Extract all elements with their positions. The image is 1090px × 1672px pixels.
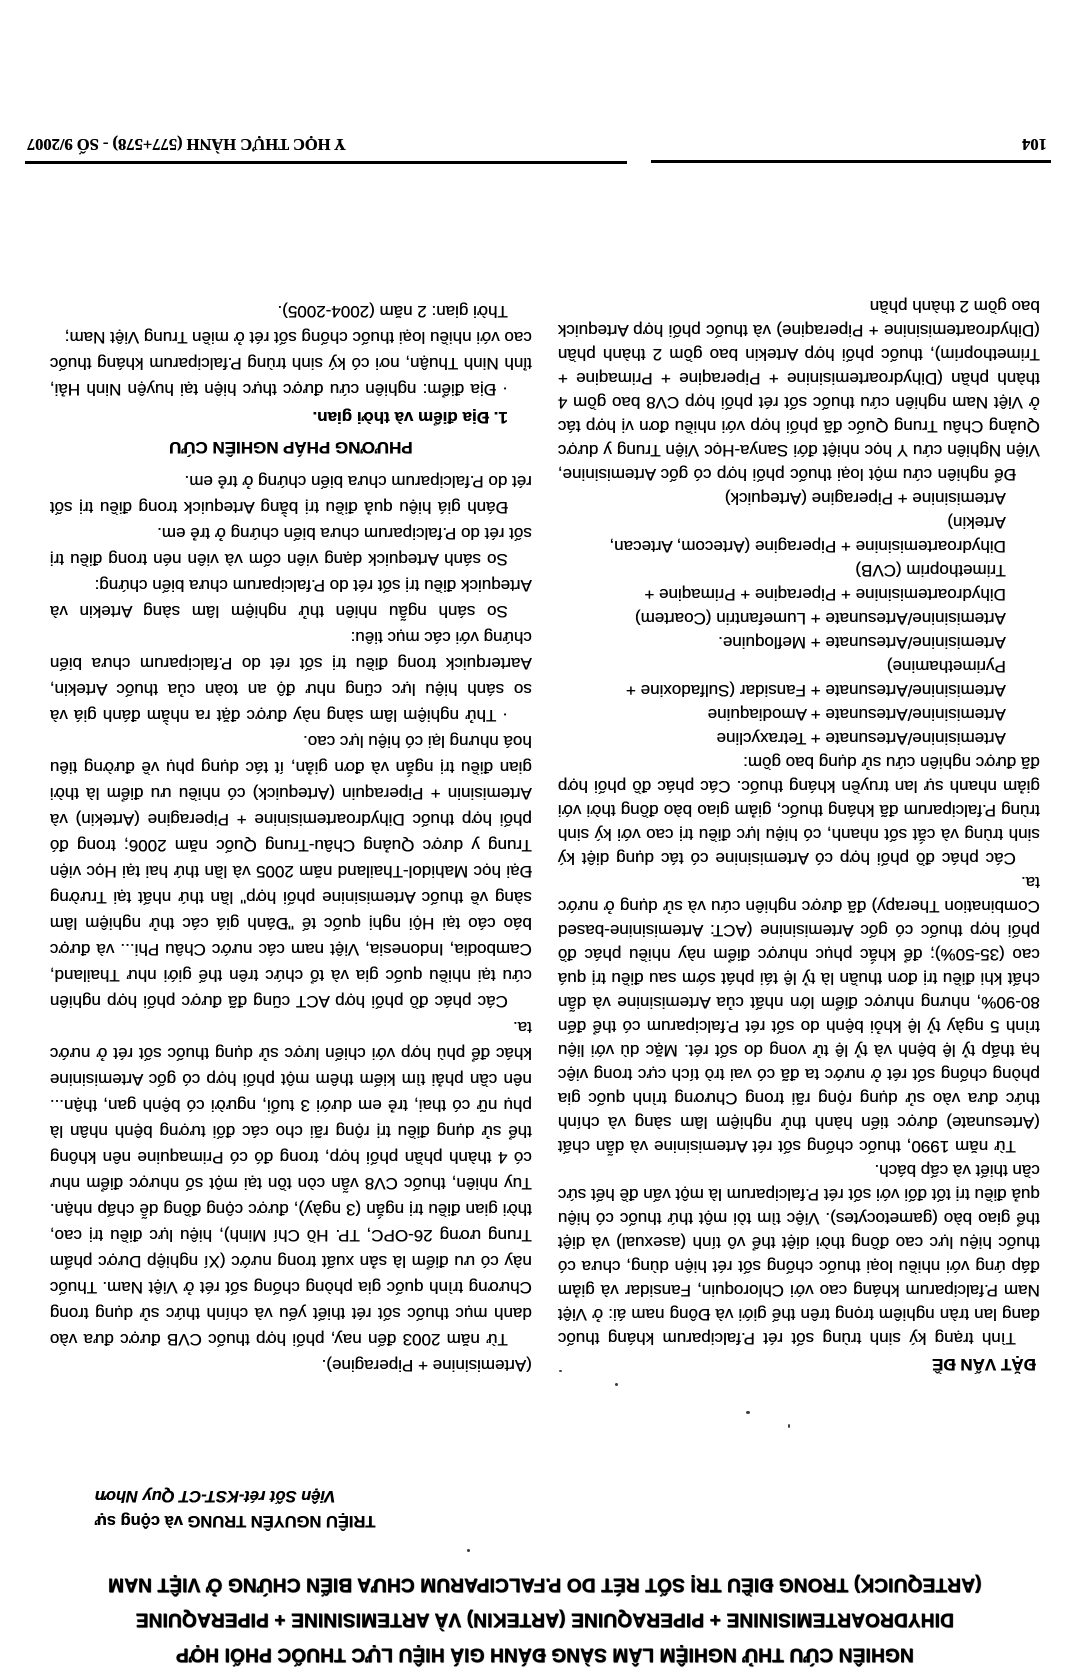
paragraph: Các phác đồ phối hợp có Artemisinine có tác dụng diệt ký sinh trùng và cắt sốt nhanh, có hiệu lực điều trị cao với ký sinh trùng P.falciparum đã kháng thuốc, giảm giao bào đồng thời với giảm nhanh sự lan truyền kháng thuốc. Các phác đồ phối hợp đã được nghiên cứu sử dụng bao gồm: <box>558 753 1040 868</box>
paragraph-continuation: (Artemisinine + Piperagine). <box>321 1356 532 1375</box>
author-affiliation: Viện Sốt rét-KST-CT Quy Nhơn <box>95 1487 336 1505</box>
article-title-line-3: (ARTEQUICK) TRONG ĐIỀU TRỊ SỐT RÉT DO P.FALCIPARUM CHƯA BIẾN CHỨNG Ở VIỆT NAM <box>108 1574 982 1595</box>
scan-speck <box>746 1411 750 1414</box>
section-heading-dat-van-de: ĐẶT VẤN ĐỀ <box>932 1355 1036 1374</box>
scan-speck <box>615 1383 618 1386</box>
column-left <box>558 184 1040 1378</box>
paragraph: Để nghiên cứu một loại thuốc phối hợp có gốc Artemisinine, Viện Nghiên cứu Y học nhiệt đới Sanya-Học Viện Trung y dược Quảng Châu Trung Quốc đã phối hợp với nhiều đơn vị hợp tác ở Việt Nam nghiên cứu thuốc sốt rét phối hợp CV8 bao gồm 4 thành phần (Dihydroartemisinine + Piperaqine + Primaqine + Trimethoprim), thuốc phối hợp Artekin bao gồm 2 thành phần (Dihydroartemisinine + Piperaqine) và thuốc phối hợp Artequick bao gồm 2 thành phần <box>558 297 1040 484</box>
paragraph: Các phác đồ phối hợp ACT cũng đã được phối hợp nghiên cứu tại nhiều quốc gia và tổ chức trên thế giới như Thailand, Cambodia, Indonesia, Việt nam các nước Châu Phi... và được báo cáo tại Hội nghị quốc tế "Đánh giá các thử nghiệm lâm sàng về thuốc Artemisinine phối hợp" lần thứ nhất tại Trường Đại học Mahidol-Thailand năm 2005 và lần thứ hai tại Học viện Trung y dược Quảng Châu-Trung Quốc năm 2006; trong đó phối hợp thuốc Dihydroartemisinine + Piperagine (Artekin) và Artemisinin + Piperaquin (Artequick) có nhiều ưu điểm là thời gian điều trị ngắn và đơn giản, ít tác dụng phụ về đường tiêu hoá nhưng lại có hiệu lực cao. <box>50 732 532 1011</box>
drug-list-item: Dihydroartemisinine + Piperagine (Artecom, Artecan, Artekin) <box>609 513 1006 556</box>
article-title-line-2: DIHYDROARTEMISININE + PIPERAQUINE (ARTEKIN) VÀ ARTEMISININE + PIPERAQUINE <box>135 1609 955 1630</box>
author-name: TRIỆU NGUYÊN TRUNG và cộng sự <box>95 1512 376 1530</box>
paragraph: Từ năm 2003 đến nay, phối hợp thuốc CVB được đưa vào danh mục thuốc sốt rét thiết yếu và chính thức sử dụng trong Chương trình quốc gia phòng chống sốt rét ở Việt Nam. Thuốc này có ưu điểm là sản xuất trong nước (Xí nghiệp Dược phẩm Trung ương 26-OPC, TP. Hồ Chí Minh), hiệu lực điều trị cao, thời gian điều trị ngắn (3 ngày), được cộng đồng dễ chấp nhận. Tuy nhiên, thuốc CV8 vẫn còn tồn tại một số nhược điểm như có 4 thành phần phối hợp, trong đó có Primaquine nên không thể sử dụng điều trị rộng rãi cho các đối tượng bệnh nhân là phụ nữ có thai, trẻ em dưới 3 tuổi, người có bệnh gan, thận... nên cần phải tìm kiếm thêm một phối hợp có gốc Artemisinine khác để phù hợp với chiến lược sử dụng thuốc sốt rét ở nước ta. <box>50 1018 532 1349</box>
scan-speck <box>467 1549 470 1552</box>
drug-list-item: Artemisinine/Artesunate + Tetraxycline <box>716 729 1006 748</box>
author-block <box>95 1483 1090 1533</box>
section-heading-phuong-phap: PHƯƠNG PHÁP NGHIÊN CỨU <box>169 438 413 457</box>
paragraph-objective: So sánh ngẫu nhiên thử nghiệm lâm sàng Artekin và Artequick điều trị sốt rét do P.falciparum chưa biến chứng: <box>50 576 532 621</box>
drug-combination-list <box>558 486 1006 750</box>
paragraph: · Địa điểm: nghiên cứu được thực hiện tại huyện Ninh Hải, tỉnh Ninh Thuận, nơi có ký sinh trùng P.falciparum kháng thuốc cao với nhiều loại thuốc chống sốt rét ở miền Trung Việt Nam; <box>50 328 532 399</box>
subsection-heading-dia-diem: 1. Địa điểm và thời gian. <box>312 408 508 427</box>
page-footer <box>25 116 1065 164</box>
column-right <box>50 184 532 1378</box>
footer-journal-title: Y HỌC THỰC HÀNH (577+578) - SỐ 9/2007 <box>27 135 347 154</box>
article-body <box>50 184 1040 1378</box>
footer-rule-right <box>25 161 627 164</box>
footer-page-number: 104 <box>1022 135 1047 154</box>
footer-row <box>25 134 1065 154</box>
drug-list-item: Artemisinine/Artesunate + Amodiaquine <box>707 705 1006 724</box>
paragraph-objective: So sánh Artequick dạng viên cốm và viên nén trong điều trị sốt rét do P.falciparum chưa biến chứng ở trẻ em. <box>50 524 532 569</box>
drug-list-item: Dihydroartemisinine + Piperaqine + Primaqine + Trimethoprim (CVB) <box>644 561 1006 604</box>
drug-list-item: Artemisinine/Artesunate + Fansidar (Sulfadoxine + Pyrimethamine) <box>626 657 1006 700</box>
scan-speck <box>788 1424 790 1428</box>
drug-list-item: Artemisinine/Artesunate + Mefloquine. <box>718 633 1006 652</box>
article-title-line-1: NGHIÊN CỨU THỬ NGHIỆM LÂM SÀNG ĐÁNH GIÁ HIỆU LỰC THUỐC PHỐI HỢP <box>176 1644 914 1665</box>
paragraph-objective: Đánh giá hiệu quả điều trị bằng Artequick trong điều trị sốt rét do P.falciparum chưa biến chứng ở trẻ em. <box>50 472 532 517</box>
footer-rule-left <box>651 160 1051 163</box>
drug-list-item: Artemisinine/Artesunate + Lumefantrin (Coartem) <box>635 609 1006 628</box>
paragraph: Từ năm 1990, thuốc chống sốt rét Artemisinine và dẫn chất (Artesunate) được tiến hành thử nghiệm lâm sàng và chính thức đưa vào sử dụng rộng rãi trong Chương trình quốc gia phòng chống sốt rét ở nước ta đã có vai trò tích cực trong việc hạ thấp tỷ lệ bệnh và tỷ lệ tử vong do sốt rét. Mặc dù với liệu trình 5 ngày tỷ lệ khỏi bệnh do sốt rét P.falciparum có thể đến 80-90%, nhưng nhược điểm lớn nhất của Artemisinine và dẫn chất khi điều trị đơn thuần là tỷ lệ tái phát sớm sau điều trị quá cao (35-50%); để khắc phục nhược điểm này nhiều phác đồ phối hợp thuốc có gốc Artemisinine (ACT: Artemisinine-based Combination Therapy) đã được nghiên cứu và sử dụng ở nước ta. <box>558 873 1040 1156</box>
paragraph: · Thử nghiệm lâm sàng này được đặt ra nhằm đánh giá và so sánh hiệu lực cũng như độ an toàn của thuốc Artekin, Aarterquick trong điều trị sốt rét do P.falciparum chưa biến chứng với các mục tiêu: <box>50 628 532 725</box>
article-title <box>38 1567 1052 1672</box>
paragraph: Tình trạng ký sinh trùng sốt rét P.falciparum kháng thuốc đang lan tràn nghiêm trọng trên thế giới và Đông nam ái: ở Việt Nam P.falciparum kháng cao với Chloroquin, Fansidar và giảm đáp ứng với nhiều loại thuốc chống sốt rét hiện dùng, chưa có thuốc hiệu lực cao đồng thời diệt thể vô tính (asexual) và diệt thể giao bào (gametocytes). Việc tìm tòi một thứ thuốc có hiệu quả điều trị tốt đối với sốt rét P.falciparum là một vấn đề hết sức cần thiết và cấp bách. <box>558 1161 1040 1348</box>
scan-speck <box>559 1370 562 1372</box>
paragraph: Thời gian: 2 năm (2004-2005). <box>277 302 508 321</box>
scanned-page-rotated-180 <box>0 80 1090 1672</box>
drug-list-item: Artemisinine + Piperagine (Artequick) <box>724 489 1006 508</box>
